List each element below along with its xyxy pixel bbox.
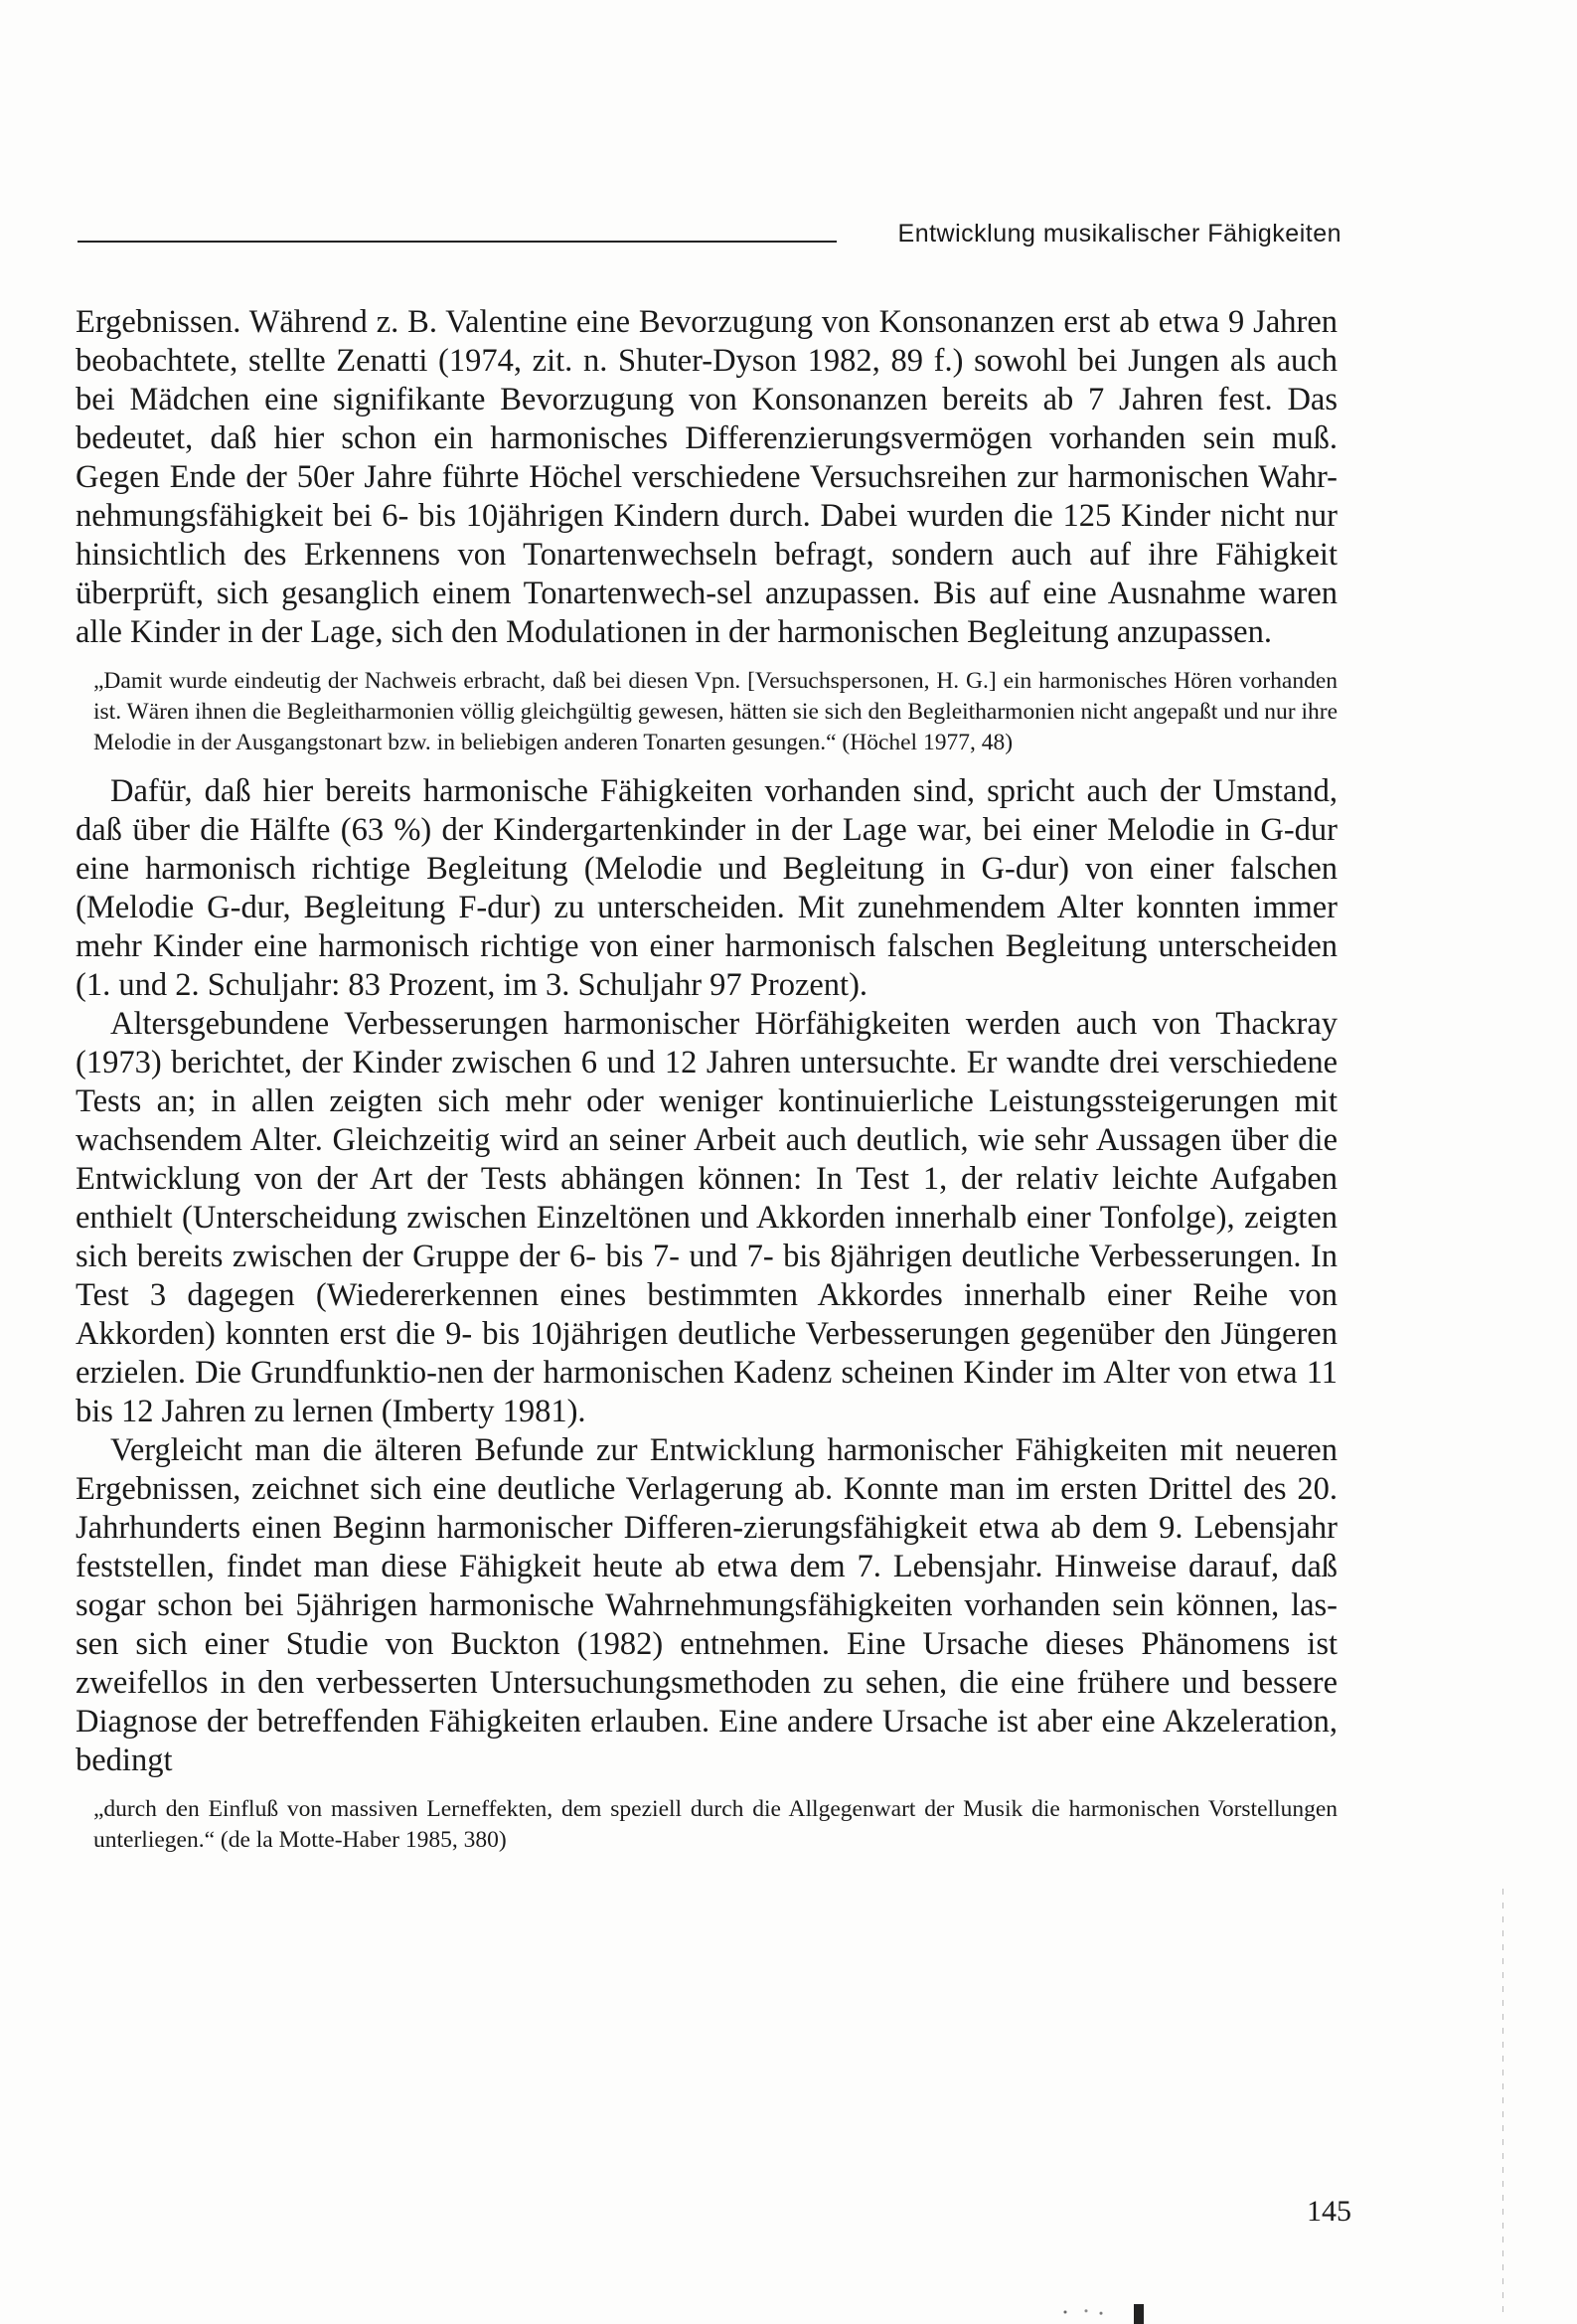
block-quote-hoechel: „Damit wurde eindeutig der Nachweis erbracht, daß bei diesen Vpn. [Versuchspersonen, H. G.] ein harmonisches Hören vorhanden ist. Wären ihnen die Begleitharmonien völlig gleichgültig gewesen, hätten sie sich den Begleitharmonien nicht angepaßt und nur ihre Melodie in der Ausgangstonart bzw. in beliebigen anderen Tonarten gesungen.“ (Höchel 1977, 48) xyxy=(93,668,1338,755)
paragraph-intro: Ergebnissen. Während z. B. Valentine eine Bevorzugung von Konsonanzen erst ab etwa 9 Jahren beobachtete, stellte Zenatti (1974, zit. n. Shuter-Dyson 1982, 89 f.) sowohl bei Jungen als auch bei Mädchen eine signifikante Bevorzugung von Konsonanzen bereits ab 7 Jahren fest. Das bedeutet, daß hier schon ein harmonisches Differenzierungsvermögen vorhanden sein muß. Gegen Ende der 50er Jahre führte Höchel verschiedene Versuchsreihen zur harmonischen Wahr-nehmungsfähigkeit bei 6- bis 10jährigen Kindern durch. Dabei wurden die 125 Kinder nicht nur hinsichtlich des Erkennens von Tonartenwechseln befragt, sondern auch auf ihre Fähigkeit überprüft, sich gesanglich einem Tonartenwech-sel anzupassen. Bis auf eine Ausnahme waren alle Kinder in der Lage, sich den Modulationen in der harmonischen Begleitung anzupassen. xyxy=(76,304,1338,650)
scan-artifact-dots xyxy=(1053,2306,1113,2318)
header-rule xyxy=(78,241,837,243)
running-head xyxy=(78,213,1341,249)
paragraph-thackray: Altersgebundene Verbesserungen harmonischer Hörfähigkeiten werden auch von Thackray (1973) berichtet, der Kinder zwischen 6 und 12 Jahren untersuchte. Er wandte drei verschiedene Tests an; in allen zeigten sich mehr oder weniger kontinuierliche Leistungssteigerungen mit wachsendem Alter. Gleichzeitig wird an seiner Arbeit auch deutlich, wie sehr Aussagen über die Entwicklung von der Art der Tests abhängen können: In Test 1, der relativ leichte Aufgaben enthielt (Unterscheidung zwischen Einzeltönen und Akkorden innerhalb einer Tonfolge), zeigten sich bereits zwischen der Gruppe der 6- bis 7- und 7- bis 8jährigen deutliche Verbesserungen. In Test 3 dagegen (Wiedererkennen eines bestimmten Akkordes innerhalb einer Reihe von Akkorden) konnten erst die 9- bis 10jährigen deutliche Verbesserungen gegenüber den Jüngeren erzielen. Die Grundfunktio-nen der harmonischen Kadenz scheinen Kinder im Alter von etwa 11 bis 12 Jahren zu lernen (Imberty 1981). xyxy=(76,1006,1338,1429)
paragraph-comparison: Vergleicht man die älteren Befunde zur Entwicklung harmonischer Fähigkeiten mit neueren Ergebnissen, zeichnet sich eine deutliche Verlagerung ab. Konnte man im ersten Drittel des 20. Jahrhunderts einen Beginn harmonischer Differen-zierungsfähigkeit etwa ab dem 9. Lebensjahr feststellen, findet man diese Fähigkeit heute ab etwa dem 7. Lebensjahr. Hinweise darauf, daß sogar schon bei 5jährigen harmonische Wahrnehmungsfähigkeiten vorhanden sein können, las-sen sich einer Studie von Buckton (1982) entnehmen. Eine Ursache dieses Phänomens ist zweifellos in den verbesserten Untersuchungsmethoden zu sehen, die eine frühere und bessere Diagnose der betreffenden Fähigkeiten erlauben. Eine andere Ursache ist aber eine Akzeleration, bedingt xyxy=(76,1432,1338,1778)
page-number: 145 xyxy=(1307,2195,1351,2228)
running-title: Entwicklung musikalischer Fähigkeiten xyxy=(897,220,1341,248)
block-quote-motte-haber: „durch den Einfluß von massiven Lerneffekten, dem speziell durch die Allgegenwart der Musik die harmonischen Vorstellungen unterliegen.“ (de la Motte-Haber 1985, 380) xyxy=(93,1796,1338,1853)
scan-artifact-mark xyxy=(1134,2304,1144,2324)
paragraph-harmonic-abilities: Dafür, daß hier bereits harmonische Fähigkeiten vorhanden sind, spricht auch der Umstand, daß über die Hälfte (63 %) der Kindergartenkinder in der Lage war, bei einer Melodie in G-dur eine harmonisch richtige Begleitung (Melodie und Begleitung in G-dur) von einer falschen (Melodie G-dur, Begleitung F-dur) zu unterscheiden. Mit zunehmendem Alter konnten immer mehr Kinder eine harmonisch richtige von einer harmonisch falschen Begleitung unterscheiden (1. und 2. Schuljahr: 83 Prozent, im 3. Schuljahr 97 Prozent). xyxy=(76,773,1338,1003)
body-text xyxy=(76,303,1338,1870)
scan-edge-line xyxy=(1502,1889,1503,2316)
